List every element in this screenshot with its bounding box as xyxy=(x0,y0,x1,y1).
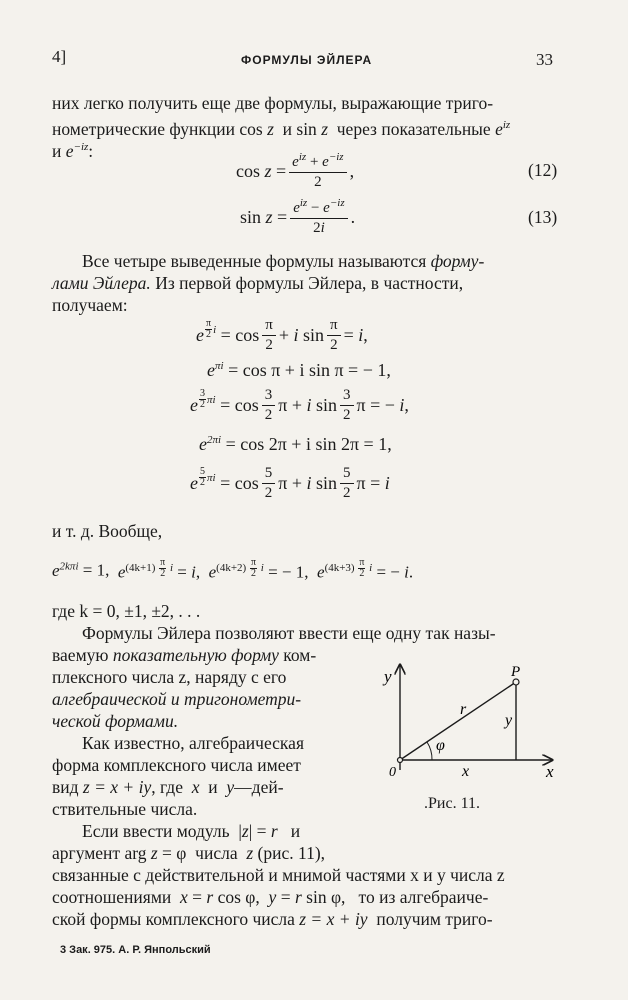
intro-line-3: и $e^{-iz}$: xyxy=(52,140,94,161)
running-title: ФОРМУЛЫ ЭЙЛЕРА xyxy=(241,53,373,67)
origin-label: 0 xyxy=(389,765,396,780)
general-formulas: $e^{2k\pi i} = 1$, $e^{(4k+1) \frac{\pi}{2} i} = i$, $e^{(4k+2) \frac{\pi}{2} i}$ = − 1, $e^{(4k+3) \frac{\pi}{2} i}$ = − i. xyxy=(52,557,414,582)
footer-imprint: 3 Зак. 975. А. Р. Янпольский xyxy=(60,944,211,956)
para2-line-13: соотношениями x = r cos φ, y = r sin φ, то из алгебраиче- xyxy=(52,887,489,907)
para2-line-4: алгебраической и тригонометри- xyxy=(52,689,302,709)
x-segment-label: x xyxy=(462,763,470,780)
example-5: e 5 2 πi = cos $\frac{5}{2}$ π + i sin $\frac{5}{2}$ π = i xyxy=(190,465,390,501)
intro-line-1: них легко получить еще две формулы, выражающие триго- xyxy=(52,93,494,113)
example-3: e 3 2 πi = cos $\frac{3}{2}$ π + i sin $\frac{3}{2}$ π = − i, xyxy=(190,387,409,423)
para2-line-6: Как известно, алгебраическая xyxy=(82,733,304,753)
para2-line-11: аргумент arg z = φ числа z (рис. 11), xyxy=(52,843,326,863)
example-1: e π 2 i = cos $\frac{\pi}{2}$ + i sin $\frac{\pi}{2}$ = i, xyxy=(196,317,368,353)
para2-line-14: ской формы комплексного числа z = x + iy получим триго- xyxy=(52,909,493,929)
r-label: r xyxy=(460,701,467,718)
phi-label: φ xyxy=(436,737,445,754)
para2-line-3: плексного числа z, наряду с его xyxy=(52,667,287,687)
eq-number-12: (12) xyxy=(528,160,558,180)
page-number: 33 xyxy=(536,50,553,69)
para2-line-10: Если ввести модуль |z| = r и xyxy=(82,821,301,841)
figure-caption: .Рис. 11. xyxy=(424,795,480,812)
example-2: $e^{\pi i}$ = cos π + i sin π = − 1, xyxy=(207,360,391,380)
euler-para-line-3: получаем: xyxy=(52,295,128,315)
euler-para-line-1: Все четыре выведенные формулы называются форму- xyxy=(82,251,485,271)
formula-13: sin z = $\frac{e^{iz} - e^{-iz}}{2i}$ . xyxy=(240,197,356,236)
origin-point xyxy=(398,758,403,763)
eq-number-13: (13) xyxy=(528,207,558,227)
intro-line-2: нометрические функции cos z и sin z через показательные $e^{iz}$ xyxy=(52,118,511,139)
para2-line-8: вид z = x + iy, где x и y—дей- xyxy=(52,777,284,797)
para2-line-5: ческой формами. xyxy=(52,711,179,731)
euler-para-line-2: лами Эйлера. Из первой формулы Эйлера, в частности, xyxy=(52,273,464,293)
para2-line-1: Формулы Эйлера позволяют ввести еще одну так назы- xyxy=(82,623,496,643)
figure-11 xyxy=(370,660,560,785)
para2-line-12: связанные с действительной и мнимой частями x и y числа z xyxy=(52,865,505,885)
para2-line-2: ваемую показательную форму ком- xyxy=(52,645,317,665)
radius-line xyxy=(400,682,516,760)
general-where: где k = 0, ±1, ±2, . . . xyxy=(52,601,201,621)
axis-x-label: x xyxy=(546,762,554,781)
para2-line-9: ствительные числа. xyxy=(52,799,198,819)
section-number: 4] xyxy=(52,47,67,66)
formula-12: cos z = $\frac{e^{iz} + e^{-iz}}{2}$ , xyxy=(236,151,355,190)
example-4: $e^{2\pi i}$ = cos 2π + i sin 2π = 1, xyxy=(199,434,392,454)
angle-arc xyxy=(427,742,432,760)
axis-y-label: y xyxy=(384,667,392,686)
para2-line-7: форма комплексного числа имеет xyxy=(52,755,301,775)
point-label: P xyxy=(511,664,521,680)
y-segment-label: y xyxy=(505,712,513,729)
general-lead: и т. д. Вообще, xyxy=(52,521,163,541)
